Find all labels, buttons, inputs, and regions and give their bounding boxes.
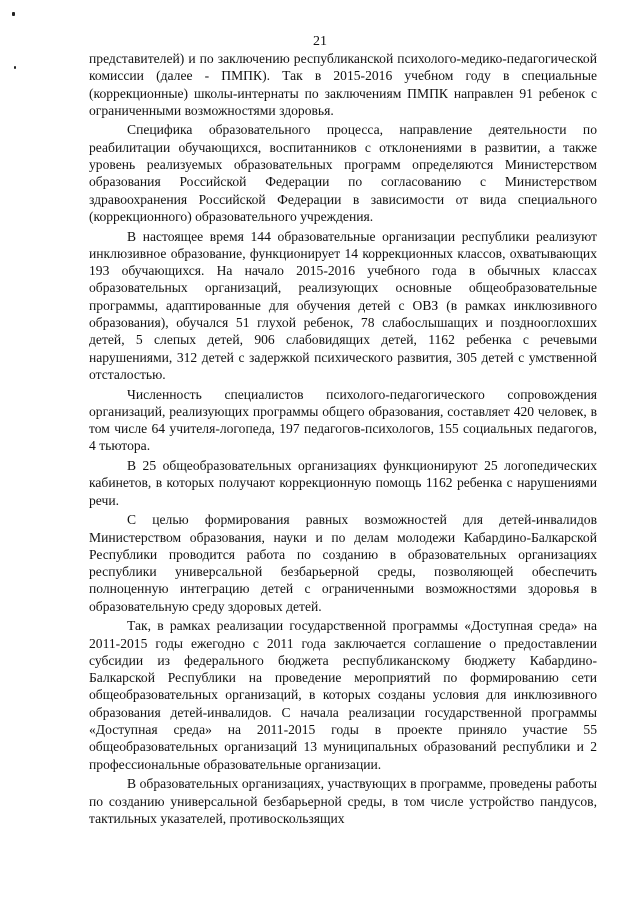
scan-artifact-mark xyxy=(14,66,16,69)
document-body xyxy=(89,50,597,829)
paragraph-specialists: Численность специалистов психолого-педагогического сопровождения организаций, реализующих программы общего образования, составляет 420 человек, в том числе 64 учителя-логопеда, 197 педагогов-психологов, 155 социальных педагогов, 4 тьютора. xyxy=(89,386,597,454)
paragraph-speech-therapy: В 25 общеобразовательных организациях функционируют 25 логопедических кабинетов, в которых получают коррекционную помощь 1162 ребенка с нарушениями речи. xyxy=(89,458,597,508)
paragraph-accessible-environment: Так, в рамках реализации государственной программы «Доступная среда» на 2011-2015 годы ежегодно с 2011 года заключается соглашение о предоставлении субсидии из федерального бюджета республиканскому бюджету Кабардино-Балкарской Республики на проведение мероприятий по формированию сети общеобразовательных организаций, в которых созданы условия для инклюзивного образования детей-инвалидов. С начала реализации государственной программы «Доступная среда» на 2011-2015 годы в проекте приняло участие 55 общеобразовательных организаций 13 муниципальных образований республики и 2 профессиональные образовательные организации. xyxy=(89,618,597,772)
paragraph-continuation: представителей) и по заключению республиканской психолого-медико-педагогической комиссии (далее - ПМПК). Так в 2015-2016 учебном году в специальные (коррекционные) школы-интернаты по заключениям ПМПК направлен 91 ребенок с ограниченными возможностями здоровья. xyxy=(89,51,597,118)
page-number: 21 xyxy=(313,34,327,49)
scan-artifact-mark xyxy=(12,12,15,16)
paragraph-inclusive-education: В настоящее время 144 образовательные организации республики реализуют инклюзивное образование, функционирует 14 коррекционных классов, охватывающих 193 обучающихся. На начало 2015-2016 учебного года в обычных классах образовательных организаций, реализующих основные общеобразовательные программы, адаптированные для обучения детей с ОВЗ (в рамках инклюзивного образования), обучался 51 глухой ребенок, 78 слабослышащих и позднооглохших детей, 5 слепых детей, 906 слабовидящих детей, 1162 ребенка с речевыми нарушениями, 312 детей с задержкой психического развития, 305 детей с умственной отсталостью. xyxy=(89,228,597,382)
paragraph-education-specifics: Специфика образовательного процесса, направление деятельности по реабилитации обучающихся, воспитанников с отклонениями в развитии, а также уровень реализуемых образовательных программ определяются Министерством образования Российской Федерации по согласованию с Министерством здравоохранения Российской Федерации в зависимости от вида специального (коррекционного) образовательного учреждения. xyxy=(89,122,597,224)
paragraph-works-carried-out: В образовательных организациях, участвующих в программе, проведены работы по созданию универсальной безбарьерной среды, в том числе устройство пандусов, тактильных указателей, противоскользящих xyxy=(89,776,597,826)
paragraph-barrier-free: С целью формирования равных возможностей для детей-инвалидов Министерством образования, науки и по делам молодежи Кабардино-Балкарской Республики проводится работа по созданию в образовательных организациях республики универсальной безбарьерной среды, позволяющей обеспечить полноценную интеграцию детей с ограниченными возможностями здоровья в образовательную среду здоровых детей. xyxy=(89,512,597,614)
